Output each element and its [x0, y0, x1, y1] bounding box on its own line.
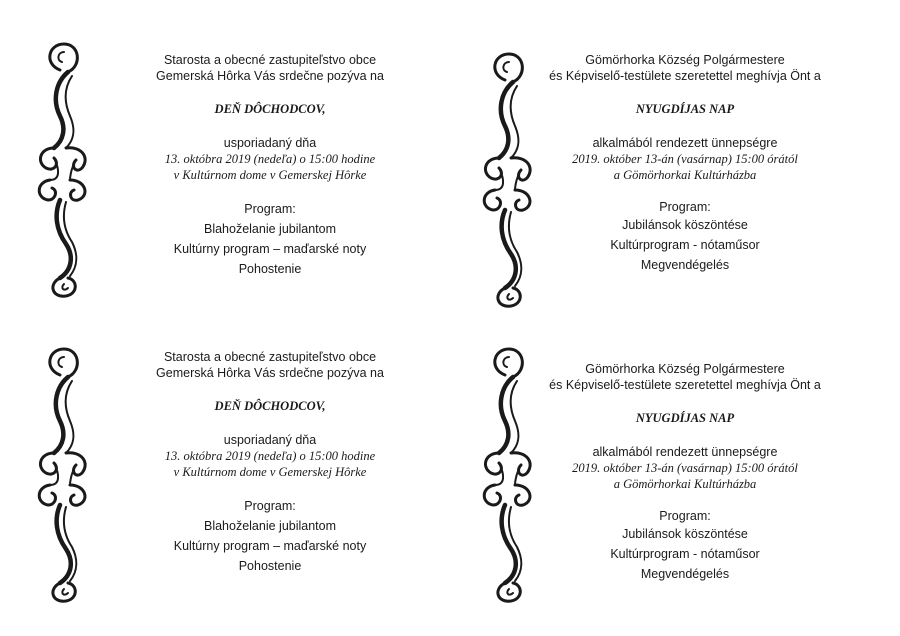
sk-title: DEŇ DÔCHODCOV,: [214, 102, 326, 116]
sk-intro-line1: Starosta a obecné zastupiteľstvo obce: [163, 350, 377, 364]
sk-program-item2: Kultúrny program – maďarské noty: [173, 242, 367, 256]
sk-title: DEŇ DÔCHODCOV,: [214, 399, 326, 413]
sk-invited-for: usporiadaný dňa: [223, 433, 317, 447]
hu-intro-line1: Gömörhorka Község Polgármestere: [585, 362, 785, 376]
hu-program-item2: Kultúrprogram - nótaműsor: [610, 547, 760, 561]
sk-invitation-card-bottom: [20, 335, 440, 635]
hu-program-item1: Jubilánsok köszöntése: [622, 218, 748, 232]
sk-intro-line2: Gemerská Hôrka Vás srdečne pozýva na: [156, 366, 384, 380]
hu-program-item3: Megvendégelés: [640, 567, 730, 581]
hu-program-item1: Jubilánsok köszöntése: [622, 527, 748, 541]
hu-date-line: 2019. október 13-án (vasárnap) 15:00 órától: [572, 152, 798, 166]
sk-program-heading: Program:: [244, 499, 296, 513]
sk-place-line: v Kultúrnom dome v Gemerskej Hôrke: [173, 465, 367, 479]
hu-occasion-line: alkalmából rendezett ünnepségre: [592, 445, 778, 459]
hu-intro-line2: és Képviselő-testülete szeretettel meghívja Önt a: [549, 69, 821, 83]
sk-date-line: 13. októbra 2019 (nedeľa) o 15:00 hodine: [164, 449, 376, 463]
hu-title: NYUGDÍJAS NAP: [635, 102, 735, 116]
sk-invitation-card-top: [20, 30, 440, 330]
sk-program-item1: Blahoželanie jubilantom: [203, 519, 337, 533]
hu-place-line: a Gömörhorkai Kultúrházba: [613, 168, 757, 182]
scroll-flourish-icon: [30, 30, 100, 300]
scroll-flourish-icon: [30, 335, 100, 605]
hu-invitation-text: [525, 361, 845, 584]
hu-program-heading: Program:: [659, 200, 711, 214]
hu-invitation-card-top: [465, 30, 885, 330]
hu-invitation-text: [525, 52, 845, 275]
sk-place-line: v Kultúrnom dome v Gemerskej Hôrke: [173, 168, 367, 182]
sk-invited-for: usporiadaný dňa: [223, 136, 317, 150]
hu-title: NYUGDÍJAS NAP: [635, 411, 735, 425]
sk-invitation-text: [120, 349, 420, 576]
hu-program-item2: Kultúrprogram - nótaműsor: [610, 238, 760, 252]
sk-program-item3: Pohostenie: [238, 262, 302, 276]
sk-intro-line2: Gemerská Hôrka Vás srdečne pozýva na: [156, 69, 384, 83]
hu-place-line: a Gömörhorkai Kultúrházba: [613, 477, 757, 491]
sk-date-line: 13. októbra 2019 (nedeľa) o 15:00 hodine: [164, 152, 376, 166]
hu-intro-line2: és Képviselő-testülete szeretettel meghívja Önt a: [549, 378, 821, 392]
hu-intro-line1: Gömörhorka Község Polgármestere: [585, 53, 785, 67]
sk-invitation-text: [120, 52, 420, 279]
sk-program-item2: Kultúrny program – maďarské noty: [173, 539, 367, 553]
hu-occasion-line: alkalmából rendezett ünnepségre: [592, 136, 778, 150]
hu-date-line: 2019. október 13-án (vasárnap) 15:00 órától: [572, 461, 798, 475]
hu-invitation-card-bottom: [465, 335, 885, 635]
sk-intro-line1: Starosta a obecné zastupiteľstvo obce: [163, 53, 377, 67]
hu-program-item3: Megvendégelés: [640, 258, 730, 272]
sk-program-item3: Pohostenie: [238, 559, 302, 573]
sk-program-item1: Blahoželanie jubilantom: [203, 222, 337, 236]
sk-program-heading: Program:: [244, 202, 296, 216]
hu-program-heading: Program:: [659, 509, 711, 523]
